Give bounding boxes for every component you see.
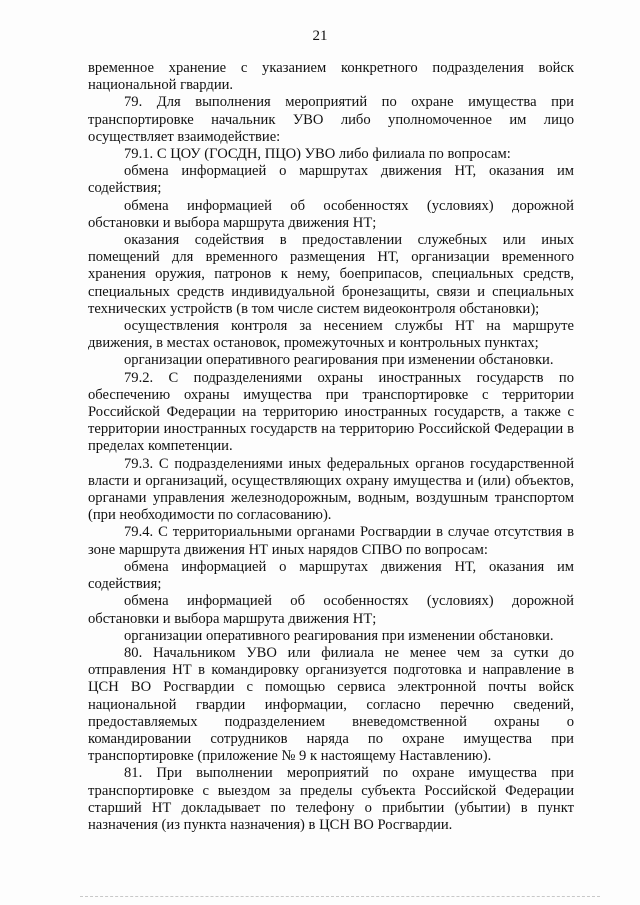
paragraph: организации оперативного реагирования при изменении обстановки.: [124, 352, 554, 369]
paragraph: 81. При выполнении мероприятий по охране имущества при транспортировке с выездом за пределы субъекта Российской Федерации старший НТ докладывает по телефону о прибытии (убытии) в пункт назначения (из пункта назначения) в ЦСН ВО Росгвардии.: [88, 765, 574, 833]
scan-edge-line: [80, 896, 600, 898]
paragraph: 79.4. С территориальными органами Росгвардии в случае отсутствия в зоне маршрута движения НТ иных нарядов СПВО по вопросам:: [88, 524, 574, 558]
paragraph: 79.1. С ЦОУ (ГОСДН, ПЦО) УВО либо филиала по вопросам:: [124, 146, 511, 163]
page-number: 21: [312, 28, 328, 44]
paragraph: обмена информацией об особенностях (условиях) дорожной обстановки и выбора маршрута движения НТ;: [88, 197, 574, 231]
paragraph: обмена информацией о маршрутах движения НТ, оказания им содействия;: [88, 558, 574, 593]
paragraph: 79.3. С подразделениями иных федеральных органов государственной власти и организаций, осуществляющих охрану имущества и (или) объектов, органами управления железнодорожным, водным, воздушным транспортом (при необходимости по согласованию).: [88, 455, 574, 524]
paragraph: 79.2. С подразделениями охраны иностранных государств по обеспечению охраны имущества при транспортировке с территории Российской Федерации на территорию иностранных государств, а также с территории иностранных государств на территорию Российской Федерации в пределах компетенции.: [88, 369, 574, 455]
paragraph: временное хранение с указанием конкретного подразделения войск национальной гвардии.: [88, 60, 574, 94]
paragraph: организации оперативного реагирования при изменении обстановки.: [124, 627, 554, 644]
paragraph: 80. Начальником УВО или филиала не менее чем за сутки до отправления НТ в командировку организуется подготовка и направление в ЦСН ВО Росгвардии с помощью сервиса электронной почты войск национальной гвардии информации, согласно перечню сведений, предоставляемых подразделением вневедомственной охраны о командировании сотрудников наряда по охране имущества при транспортировке (приложение № 9 к настоящему Наставлению).: [88, 644, 574, 765]
paragraph: обмена информацией об особенностях (условиях) дорожной обстановки и выбора маршрута движения НТ;: [88, 593, 574, 627]
paragraph: осуществления контроля за несением службы НТ на маршруте движения, в местах остановок, промежуточных и контрольных пунктах;: [88, 318, 574, 352]
paragraph: обмена информацией о маршрутах движения НТ, оказания им содействия;: [88, 163, 574, 197]
paragraph: оказания содействия в предоставлении служебных или иных помещений для временного размещения НТ, организации временного хранения оружия, патронов к нему, боеприпасов, специальных средств, специальных средств индивидуальной бронезащиты, связи и специальных технических устройств (в том числе систем видеоконтроля обстановки);: [88, 232, 574, 317]
paragraph: 79. Для выполнения мероприятий по охране имущества при транспортировке начальник УВО либо уполномоченное им лицо осуществляет взаимодействие:: [88, 94, 574, 145]
document-body: [88, 60, 574, 834]
